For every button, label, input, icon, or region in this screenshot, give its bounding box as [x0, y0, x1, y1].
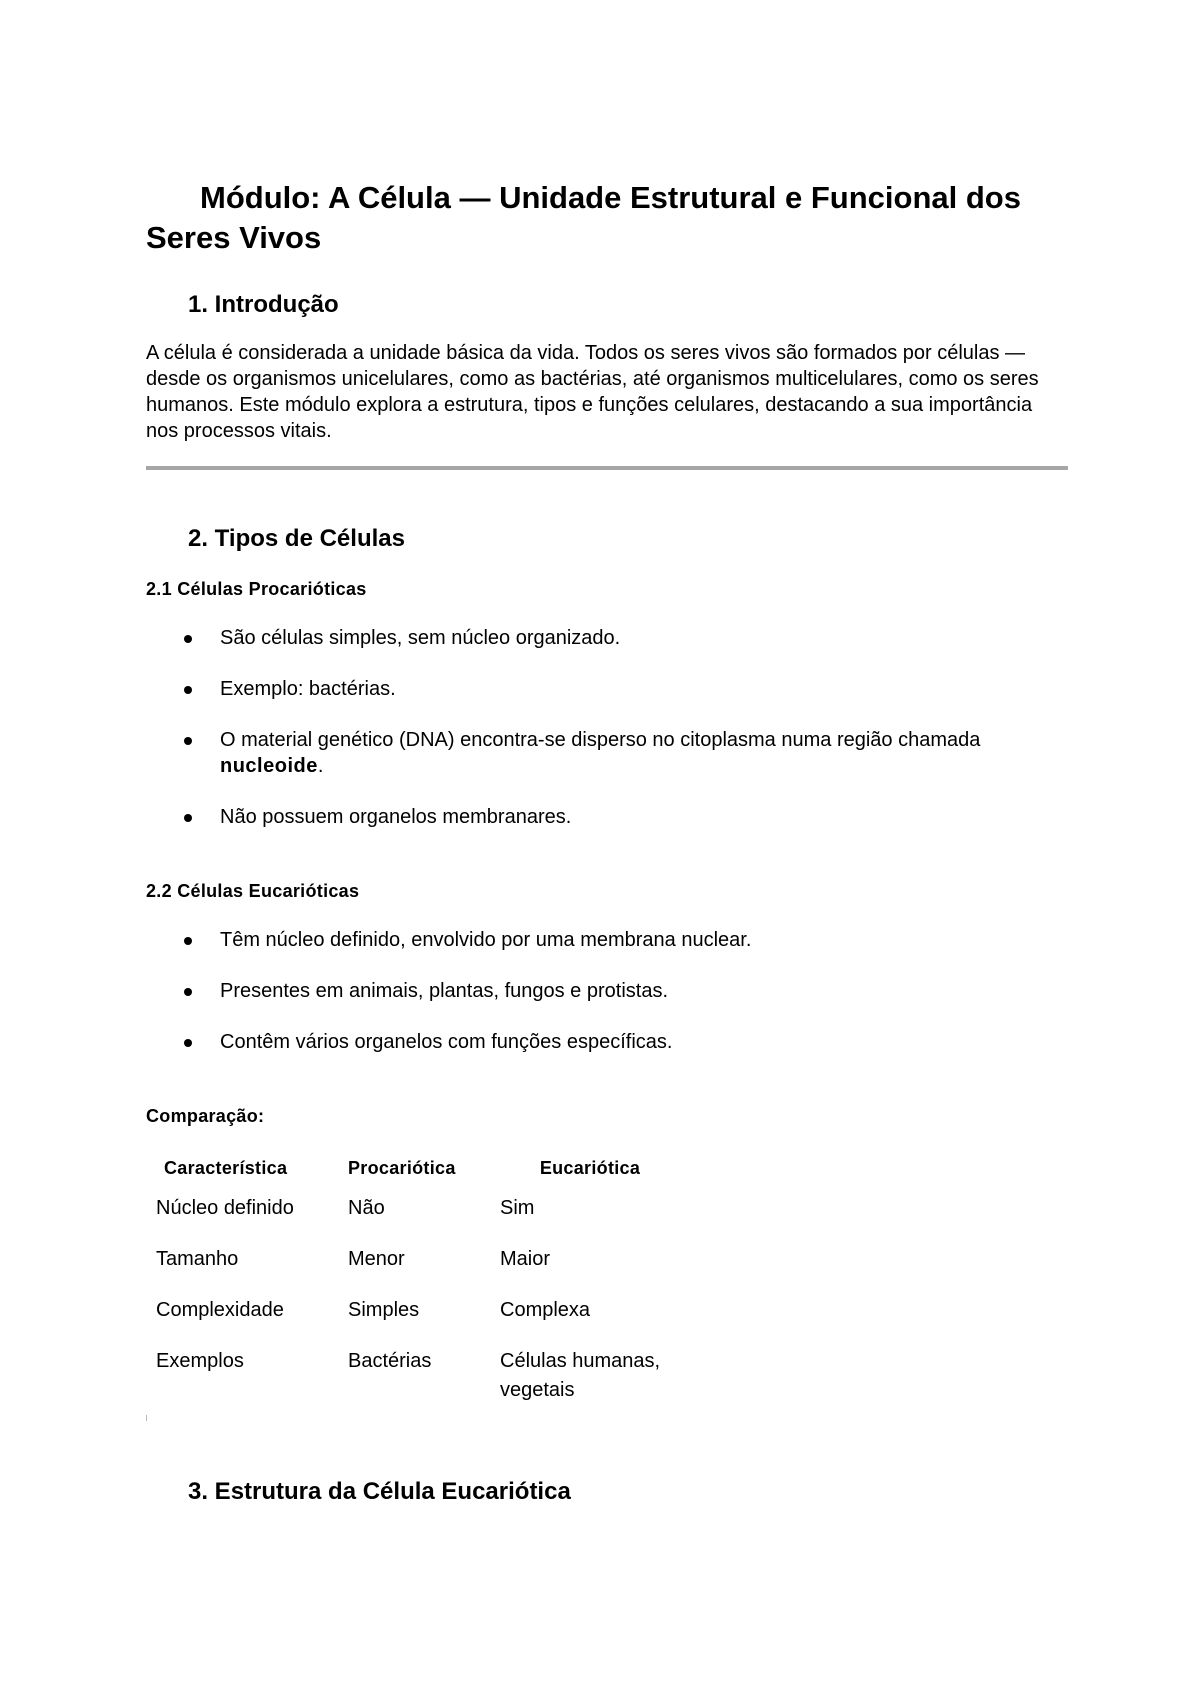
- list-item: Exemplo: bactérias.: [146, 676, 1000, 702]
- section-heading-introducao: 1. Introdução: [188, 291, 339, 318]
- document-title: Módulo: A Célula — Unidade Estrutural e Funcional dos Seres Vivos: [146, 180, 1021, 255]
- table-cell: Maior: [500, 1248, 551, 1270]
- section-heading-estrutura: 3. Estrutura da Célula Eucariótica: [188, 1478, 571, 1505]
- list-item: Não possuem organelos membranares.: [146, 804, 1000, 830]
- eucarioticas-list: [146, 927, 1066, 1055]
- bold-term: nucleoide: [220, 755, 318, 777]
- bullet-icon: [184, 737, 192, 745]
- table-cell: Simples: [348, 1299, 420, 1321]
- subheading-procarioticas: 2.1 Células Procarióticas: [146, 579, 367, 599]
- table-row: [146, 1347, 690, 1405]
- column-header: Eucariótica: [539, 1157, 641, 1178]
- table-cell: Tamanho: [156, 1248, 239, 1270]
- comparison-label: Comparação:: [146, 1106, 265, 1126]
- table-cell: Núcleo definido: [156, 1197, 294, 1219]
- table-row: [146, 1296, 690, 1347]
- column-header: Característica: [164, 1157, 288, 1178]
- list-item: Contêm vários organelos com funções específicas.: [146, 1029, 1000, 1055]
- table-cell: Células humanas, vegetais: [500, 1350, 661, 1401]
- column-header: Procariótica: [348, 1157, 456, 1178]
- intro-paragraph: A célula é considerada a unidade básica da vida. Todos os seres vivos são formados por células — desde os organismos unicelulares, como as bactérias, até organismos multicelulares, como os seres humanos. Este módulo explora a estrutura, tipos e funções celulares, destacando a sua importância nos processos vitais.: [146, 342, 1039, 442]
- table-cell: Complexa: [500, 1299, 591, 1321]
- bullet-icon: [184, 1039, 192, 1047]
- table-cell: Sim: [500, 1197, 535, 1219]
- bullet-icon: [184, 988, 192, 996]
- section-heading-tipos-de-celulas: 2. Tipos de Células: [188, 525, 405, 552]
- bullet-icon: [184, 686, 192, 694]
- table-row: [146, 1245, 690, 1296]
- procarioticas-list: [146, 625, 1066, 830]
- document-page: [146, 178, 1066, 1507]
- list-item: Presentes em animais, plantas, fungos e protistas.: [146, 978, 1000, 1004]
- bullet-icon: [184, 937, 192, 945]
- list-item: Têm núcleo definido, envolvido por uma membrana nuclear.: [146, 927, 1000, 953]
- table-cell: Complexidade: [156, 1299, 284, 1321]
- table-cell: Não: [348, 1197, 385, 1219]
- comparison-table: [146, 1142, 690, 1405]
- table-row: [146, 1194, 690, 1245]
- list-item: São células simples, sem núcleo organizado.: [146, 625, 1000, 651]
- table-header-row: [146, 1142, 690, 1194]
- subheading-eucarioticas: 2.2 Células Eucarióticas: [146, 881, 360, 901]
- bullet-icon: [184, 635, 192, 643]
- table-cell: Exemplos: [156, 1350, 244, 1372]
- bullet-icon: [184, 814, 192, 822]
- table-cell: Menor: [348, 1248, 405, 1270]
- table-cell: Bactérias: [348, 1350, 432, 1372]
- list-item: O material genético (DNA) encontra-se disperso no citoplasma numa região chamada nucleoide.: [146, 727, 1000, 779]
